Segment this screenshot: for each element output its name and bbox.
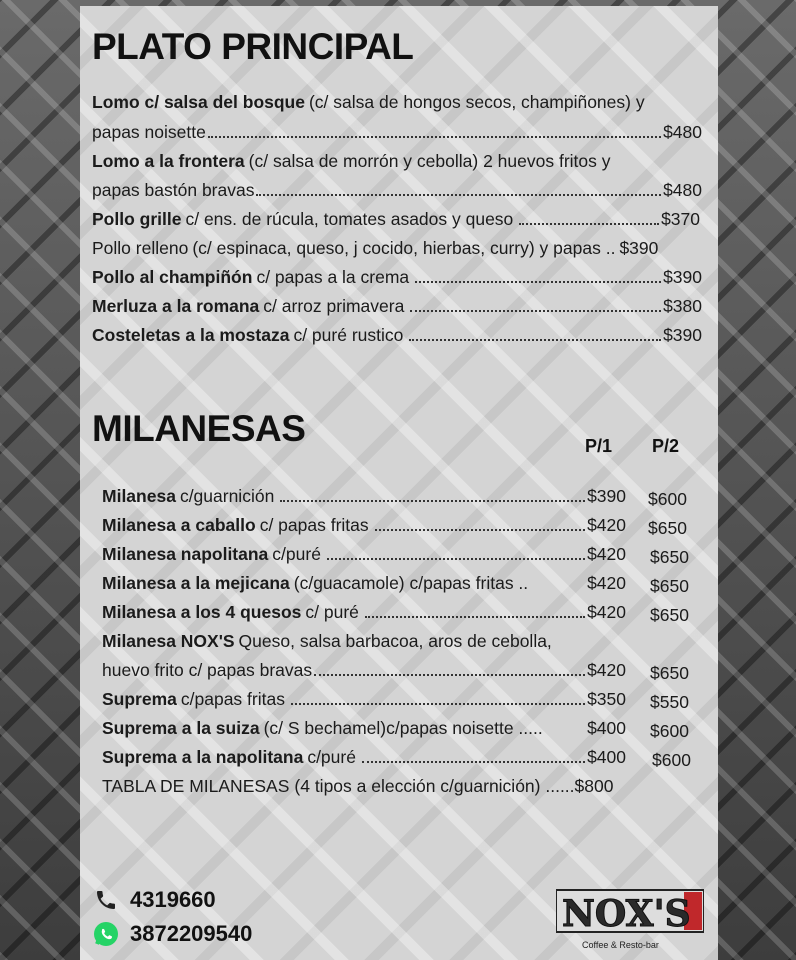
- milanesa-item: [102, 747, 626, 773]
- menu-item: [92, 238, 702, 264]
- menu-item-cont: [92, 122, 702, 148]
- item-name: Suprema a la suiza: [102, 718, 260, 738]
- item-price-p1: $400: [587, 718, 626, 738]
- item-desc: c/ arroz primavera: [263, 296, 405, 316]
- leader-dots: [519, 223, 659, 225]
- leader-dots: [280, 500, 585, 502]
- item-name: Milanesa a caballo: [102, 515, 256, 535]
- leader-dots: [415, 281, 661, 283]
- column-header-p2: P/2: [652, 436, 680, 456]
- item-desc: c/ ens. de rúcula, tomates asados y queso: [185, 209, 514, 229]
- milanesa-item: [102, 689, 626, 715]
- item-price-p2: $650: [650, 547, 689, 567]
- milanesa-item: [102, 573, 626, 599]
- menu-item-cont: [92, 180, 702, 206]
- item-price-p1: $390: [587, 486, 626, 506]
- item-desc: c/puré: [307, 747, 356, 767]
- section-title-milanesas: MILANESAS: [92, 408, 306, 449]
- item-desc: (c/guacamole) c/papas fritas ..: [293, 573, 529, 593]
- item-desc: c/ puré: [305, 602, 359, 622]
- noxs-logo: [556, 888, 704, 952]
- item-desc: (c/ salsa de hongos secos, champiñones) y: [308, 92, 645, 112]
- item-price: $480: [663, 180, 702, 200]
- menu-item: [92, 267, 702, 293]
- item-desc: (c/ espinaca, queso, j cocido, hierbas, curry) y papas ..: [192, 238, 616, 258]
- item-name: Lomo a la frontera: [92, 151, 245, 171]
- milanesa-item: [102, 718, 626, 744]
- column-header-p1: P/1: [585, 436, 613, 456]
- item-desc-cont: papas noisette: [92, 122, 206, 142]
- item-price-p1: $420: [587, 544, 626, 564]
- menu-panel: [80, 6, 718, 960]
- item-price-p2: $650: [650, 576, 689, 596]
- item-desc: c/guarnición: [179, 486, 275, 506]
- milanesa-item-cont: [102, 660, 626, 686]
- menu-item: [92, 92, 692, 118]
- leader-dots: [314, 674, 585, 676]
- item-name: Milanesa: [102, 486, 176, 506]
- item-price: $370: [661, 209, 700, 229]
- whatsapp-icon: [92, 920, 120, 948]
- phone-contact[interactable]: [92, 886, 216, 914]
- whatsapp-number: 3872209540: [130, 921, 253, 946]
- tabla-price: $800: [574, 776, 614, 796]
- item-name: Lomo c/ salsa del bosque: [92, 92, 305, 112]
- leader-dots: [362, 761, 585, 763]
- item-name: Suprema a la napolitana: [102, 747, 304, 767]
- item-price-p1: $420: [587, 515, 626, 535]
- item-price-p1: $420: [587, 602, 626, 622]
- item-desc: c/puré: [272, 544, 321, 564]
- milanesa-item: [102, 602, 626, 628]
- item-desc: c/ puré rustico: [293, 325, 404, 345]
- item-name: Costeletas a la mostaza: [92, 325, 290, 345]
- item-price: $380: [663, 296, 702, 316]
- item-desc: (c/ S bechamel)c/papas noisette .....: [263, 718, 543, 738]
- section-title-plato-principal: PLATO PRINCIPAL: [92, 26, 414, 67]
- leader-dots: [327, 558, 585, 560]
- menu-item: [92, 151, 702, 177]
- item-name: Milanesa a los 4 quesos: [102, 602, 302, 622]
- leader-dots: [410, 310, 661, 312]
- menu-item: [92, 325, 702, 351]
- item-price-p2: $600: [650, 721, 689, 741]
- milanesa-item: [102, 544, 626, 570]
- item-price-p1: $420: [587, 573, 626, 593]
- milanesa-item: [102, 515, 626, 541]
- item-price-p2: $650: [650, 663, 689, 683]
- item-price: $390: [619, 238, 659, 258]
- item-price-p1: $420: [587, 660, 626, 680]
- item-price: $480: [663, 122, 702, 142]
- item-desc-cont: huevo frito c/ papas bravas: [102, 660, 313, 680]
- item-price-p1: $400: [587, 747, 626, 767]
- tabla-milanesas: [102, 776, 662, 802]
- item-price-p1: $350: [587, 689, 626, 709]
- item-desc: (c/ salsa de morrón y cebolla) 2 huevos fritos y: [248, 151, 611, 171]
- phone-icon: [92, 886, 120, 914]
- item-desc: c/ papas a la crema: [256, 267, 410, 287]
- item-price: $390: [663, 267, 702, 287]
- item-desc: Queso, salsa barbacoa, aros de cebolla,: [238, 631, 552, 651]
- item-desc: c/papas fritas: [180, 689, 285, 709]
- item-name: Milanesa napolitana: [102, 544, 269, 564]
- item-desc: c/ papas fritas: [259, 515, 369, 535]
- menu-item: [92, 296, 702, 322]
- item-name: Suprema: [102, 689, 177, 709]
- leader-dots: [256, 194, 661, 196]
- milanesa-item: [102, 631, 626, 657]
- leader-dots: [365, 616, 585, 618]
- item-price: $390: [663, 325, 702, 345]
- item-price-p2: $600: [652, 750, 691, 770]
- tabla-label: TABLA DE MILANESAS: [102, 776, 290, 796]
- leader-dots: [208, 136, 661, 138]
- item-name: Milanesa NOX'S: [102, 631, 235, 651]
- item-name: Pollo grille: [92, 209, 182, 229]
- item-name: Merluza a la romana: [92, 296, 260, 316]
- item-name: Pollo al champiñón: [92, 267, 253, 287]
- item-price-p2: $650: [648, 518, 687, 538]
- tabla-desc: (4 tipos a elección c/guarnición) ......: [294, 776, 575, 796]
- item-price-p2: $550: [650, 692, 689, 712]
- item-name: Pollo relleno: [92, 238, 189, 258]
- phone-number: 4319660: [130, 887, 216, 912]
- leader-dots: [409, 339, 661, 341]
- menu-item: [92, 209, 700, 235]
- item-name: Milanesa a la mejicana: [102, 573, 290, 593]
- milanesa-item: [102, 486, 626, 512]
- logo-wordmark: NOX'S: [562, 893, 691, 935]
- logo-tagline: Coffee & Resto-bar: [582, 940, 659, 950]
- item-price-p2: $600: [648, 489, 687, 509]
- item-desc-cont: papas bastón bravas: [92, 180, 255, 200]
- whatsapp-contact[interactable]: [92, 920, 252, 948]
- leader-dots: [375, 529, 585, 531]
- item-price-p2: $650: [650, 605, 689, 625]
- leader-dots: [291, 703, 585, 705]
